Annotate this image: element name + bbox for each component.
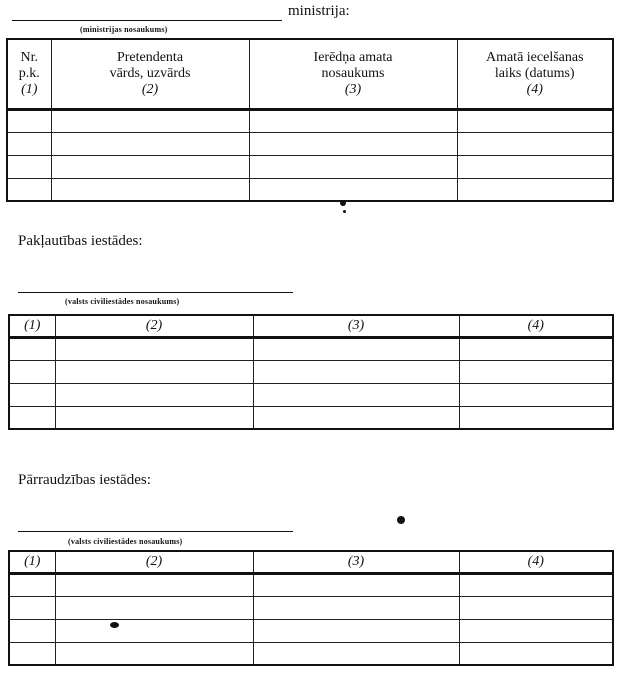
entry-cell[interactable] <box>253 383 459 406</box>
header-number: (1) <box>9 315 55 337</box>
header-number: (2) <box>55 551 253 573</box>
header-number: (3) <box>253 551 459 573</box>
header-text: laiks (datums) <box>494 65 575 81</box>
ink-speck <box>397 516 405 524</box>
entry-cell[interactable] <box>249 178 457 201</box>
entry-cell[interactable] <box>51 155 249 178</box>
entry-cell[interactable] <box>459 383 613 406</box>
header-text: Amatā iecelšanas <box>485 49 584 65</box>
entry-cell[interactable] <box>253 573 459 596</box>
entry-cell[interactable] <box>55 573 253 596</box>
entry-cell[interactable] <box>253 642 459 665</box>
entry-cell[interactable] <box>253 619 459 642</box>
subordinate-institutions-heading: Pakļautības iestādes: <box>18 233 143 249</box>
table-row <box>7 155 613 178</box>
entry-cell[interactable] <box>459 573 613 596</box>
entry-cell[interactable] <box>253 596 459 619</box>
header-number: (4) <box>526 81 543 97</box>
table-row <box>9 596 613 619</box>
entry-cell[interactable] <box>459 360 613 383</box>
entry-cell[interactable] <box>55 337 253 360</box>
entry-cell[interactable] <box>459 337 613 360</box>
subordinate-table <box>8 314 614 430</box>
header-text: vārds, uzvārds <box>109 65 191 81</box>
supervised-table <box>8 550 614 666</box>
supervised-caption: (valsts civiliestādes nosaukums) <box>68 537 183 546</box>
entry-cell[interactable] <box>7 178 51 201</box>
table-row <box>9 383 613 406</box>
entry-cell[interactable] <box>7 109 51 132</box>
header-cell-3 <box>249 39 457 109</box>
table-row <box>7 132 613 155</box>
entry-cell[interactable] <box>457 109 613 132</box>
entry-cell[interactable] <box>459 406 613 429</box>
entry-cell[interactable] <box>9 619 55 642</box>
entry-cell[interactable] <box>253 360 459 383</box>
table-row <box>9 406 613 429</box>
entry-cell[interactable] <box>55 383 253 406</box>
header-text: Pretendenta <box>116 49 184 65</box>
header-number: (2) <box>141 81 159 97</box>
entry-cell[interactable] <box>457 132 613 155</box>
header-text: Ierēdņa amata <box>313 49 393 65</box>
entry-cell[interactable] <box>459 642 613 665</box>
header-number: (4) <box>459 315 613 337</box>
entry-cell[interactable] <box>9 573 55 596</box>
header-cell-2 <box>51 39 249 109</box>
ink-speck <box>340 200 346 206</box>
entry-cell[interactable] <box>253 406 459 429</box>
entry-cell[interactable] <box>253 337 459 360</box>
subordinate-name-line <box>18 292 293 293</box>
entry-cell[interactable] <box>459 619 613 642</box>
entry-cell[interactable] <box>9 642 55 665</box>
entry-cell[interactable] <box>7 155 51 178</box>
header-number: (2) <box>55 315 253 337</box>
table-row <box>9 337 613 360</box>
supervised-institutions-heading: Pārraudzības iestādes: <box>18 472 151 488</box>
entry-cell[interactable] <box>51 132 249 155</box>
header-cell-4 <box>457 39 613 109</box>
entry-cell[interactable] <box>55 406 253 429</box>
entry-cell[interactable] <box>249 155 457 178</box>
ministry-suffix: ministrija: <box>288 3 350 19</box>
table-row <box>7 109 613 132</box>
ink-speck <box>110 622 119 628</box>
header-number: (1) <box>21 81 38 97</box>
supervised-name-line <box>18 531 293 532</box>
entry-cell[interactable] <box>55 642 253 665</box>
header-number: (3) <box>344 81 362 97</box>
ministry-table <box>6 38 614 202</box>
entry-cell[interactable] <box>459 596 613 619</box>
subordinate-caption: (valsts civiliestādes nosaukums) <box>65 297 180 306</box>
table-row <box>9 360 613 383</box>
entry-cell[interactable] <box>9 337 55 360</box>
header-cell-1 <box>7 39 51 109</box>
entry-cell[interactable] <box>249 132 457 155</box>
header-number: (1) <box>9 551 55 573</box>
header-text: nosaukums <box>321 65 385 81</box>
entry-cell[interactable] <box>9 360 55 383</box>
entry-cell[interactable] <box>55 596 253 619</box>
table-row <box>9 573 613 596</box>
header-text: p.k. <box>18 65 40 81</box>
header-number: (3) <box>253 315 459 337</box>
entry-cell[interactable] <box>9 406 55 429</box>
table-row <box>9 642 613 665</box>
entry-cell[interactable] <box>55 619 253 642</box>
entry-cell[interactable] <box>51 109 249 132</box>
table-row <box>9 619 613 642</box>
entry-cell[interactable] <box>457 155 613 178</box>
entry-cell[interactable] <box>249 109 457 132</box>
ink-speck <box>343 210 346 213</box>
header-text: Nr. <box>20 49 38 65</box>
ministry-caption: (ministrijas nosaukums) <box>80 25 168 34</box>
entry-cell[interactable] <box>457 178 613 201</box>
entry-cell[interactable] <box>9 383 55 406</box>
header-number: (4) <box>459 551 613 573</box>
entry-cell[interactable] <box>55 360 253 383</box>
entry-cell[interactable] <box>51 178 249 201</box>
table-row <box>7 178 613 201</box>
entry-cell[interactable] <box>7 132 51 155</box>
entry-cell[interactable] <box>9 596 55 619</box>
ministry-name-line <box>12 20 282 21</box>
